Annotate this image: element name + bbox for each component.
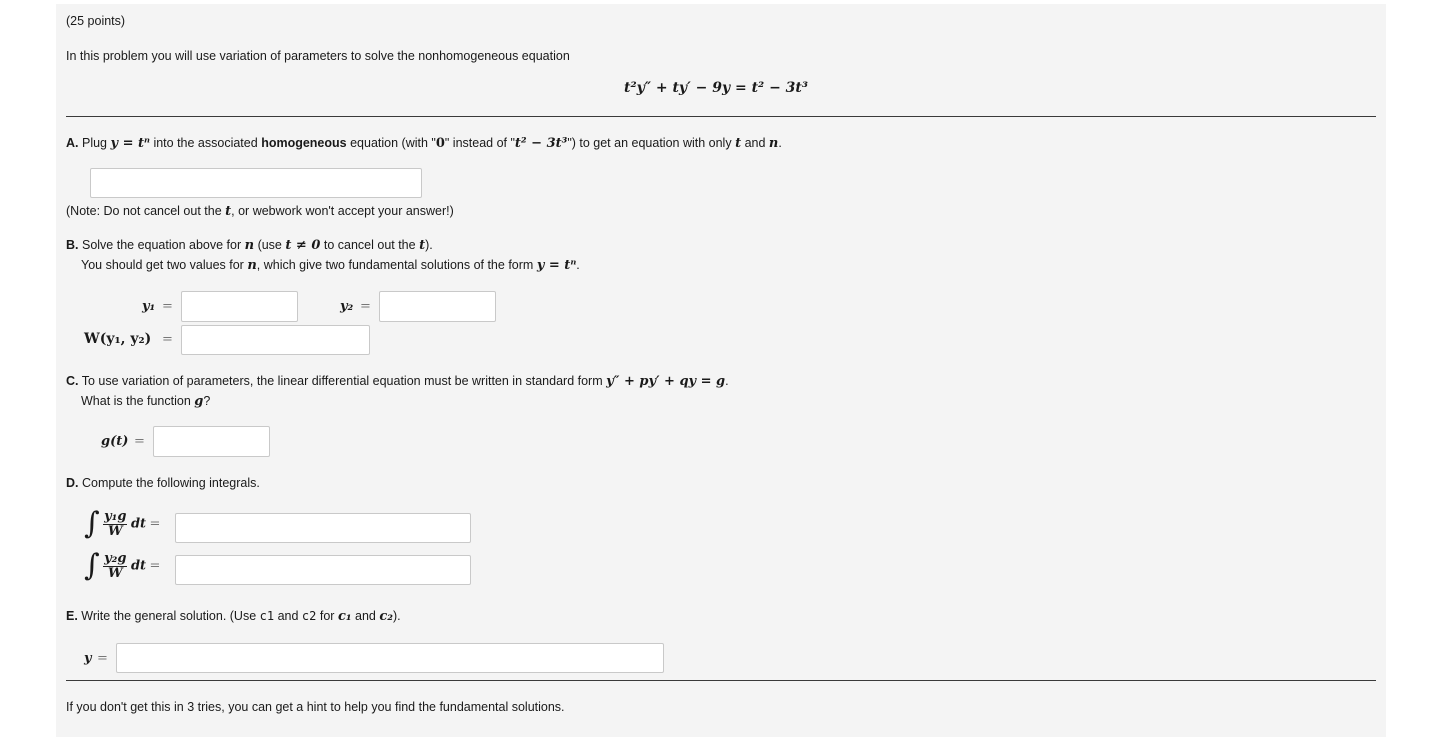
divider-bottom: [66, 680, 1376, 681]
y2-label: y₂: [340, 299, 354, 314]
part-a-text2: into the associated: [153, 136, 258, 150]
y2-equals: =: [360, 299, 371, 314]
part-c-line1-text: To use variation of parameters, the linear differential equation must be written in standard form: [81, 374, 603, 388]
part-c-line1: [66, 374, 729, 389]
general-solution-label: y: [84, 651, 92, 666]
integral-1-fraction: [103, 510, 127, 539]
part-d-label: D.: [66, 476, 79, 490]
part-c-form-end: .: [725, 374, 729, 388]
integral-1: [84, 506, 161, 541]
part-a-zero: 0: [435, 136, 445, 151]
integral-1-numerator: y₁g: [104, 508, 127, 524]
y1-input[interactable]: [181, 291, 298, 322]
part-e-code-c1: c1: [259, 609, 275, 623]
integral-2-equals: =: [149, 558, 161, 574]
integral-1-equals: =: [149, 516, 161, 532]
y1-label: y₁: [142, 299, 156, 314]
part-e-math-c2: c₂: [379, 609, 393, 624]
g-input[interactable]: [153, 426, 270, 457]
integral-1-dt: dt: [130, 516, 147, 532]
part-a-math-substitution: y = tⁿ: [110, 136, 150, 151]
part-c-label: C.: [66, 374, 79, 388]
intro-text: In this problem you will use variation of parameters to solve the nonhomogeneous equation: [66, 49, 570, 63]
part-a-period: .: [778, 136, 782, 150]
part-e-for: for: [319, 609, 335, 623]
part-e-label: E.: [66, 609, 78, 623]
part-a-note-pre: (Note: Do not cancel out the: [66, 204, 222, 218]
g-equals: =: [134, 434, 145, 449]
g-label: g(t): [101, 434, 129, 449]
part-e-end: ).: [392, 609, 401, 623]
integral-2-dt: dt: [130, 558, 147, 574]
integral-2-input[interactable]: [175, 555, 471, 585]
part-a-note-t: t: [225, 204, 232, 219]
wronskian-label: W(y₁, y₂): [84, 331, 152, 347]
part-b-line2-form: y = tⁿ: [536, 258, 577, 273]
part-c-line2-end: ?: [203, 394, 211, 408]
part-e-math-c1: c₁: [337, 609, 352, 624]
part-e-code-c2: c2: [301, 609, 317, 623]
integral-1-sign: ∫: [84, 506, 100, 541]
general-solution-equals: =: [97, 651, 108, 666]
part-a-n: n: [768, 136, 779, 151]
part-b-line1-mid: (use: [257, 238, 282, 252]
y1-equals: =: [162, 299, 173, 314]
part-a-note-post: , or webwork won't accept your answer!): [231, 204, 454, 218]
part-b-line2: [81, 258, 580, 273]
part-b-line1-pre: Solve the equation above for: [81, 238, 242, 252]
part-e-and1: and: [277, 609, 299, 623]
points-label: (25 points): [66, 14, 126, 28]
problem-panel: [56, 4, 1386, 737]
part-a-label: A.: [66, 136, 79, 150]
part-a-rhs: t² − 3t³: [514, 136, 568, 151]
part-b-line1-end: ).: [425, 238, 433, 252]
hint-text: If you don't get this in 3 tries, you can get a hint to help you find the fundamental solutions.: [66, 700, 565, 714]
main-equation: t²y″ + ty′ − 9y = t² − 3t³: [624, 80, 809, 96]
part-a-t: t: [735, 136, 742, 151]
part-b-line1: [66, 238, 433, 253]
part-e-text1: Write the general solution. (Use: [81, 609, 257, 623]
part-a-homogeneous: homogeneous: [261, 136, 347, 150]
part-c-line2: [81, 394, 210, 409]
part-b-line2-pre: You should get two values for: [81, 258, 244, 272]
part-b-line2-mid: , which give two fundamental solutions of the form: [256, 258, 534, 272]
part-c-line2-pre: What is the function: [81, 394, 191, 408]
part-b-line1-t: t: [419, 238, 426, 253]
part-a-and: and: [744, 136, 766, 150]
divider-top: [66, 116, 1376, 117]
part-b-label: B.: [66, 238, 79, 252]
part-c-line2-g: g: [194, 394, 204, 409]
y2-input[interactable]: [379, 291, 496, 322]
part-d-prompt: [66, 476, 260, 490]
part-a-text5: ") to get an equation with only: [567, 136, 732, 150]
part-b-line1-n: n: [244, 238, 255, 253]
part-a-text3: equation (with ": [350, 136, 436, 150]
integral-2-sign: ∫: [84, 548, 100, 583]
integral-2-numerator: y₂g: [104, 550, 127, 566]
part-a-note: [66, 204, 454, 219]
part-e-and2: and: [355, 609, 376, 623]
integral-2-denominator: W: [107, 565, 123, 581]
general-solution-input[interactable]: [116, 643, 664, 673]
part-a-answer-input[interactable]: [90, 168, 422, 198]
integral-2: [84, 548, 161, 583]
part-c-standard-form: y″ + py′ + qy = g: [606, 374, 726, 389]
part-a-text4: " instead of ": [444, 136, 515, 150]
part-b-line1-post: to cancel out the: [323, 238, 416, 252]
part-d-text: Compute the following integrals.: [81, 476, 260, 490]
part-a-prompt: [66, 136, 782, 151]
wronskian-input[interactable]: [181, 325, 370, 355]
integral-1-denominator: W: [107, 523, 123, 539]
part-e-prompt: [66, 609, 401, 624]
part-b-line2-end: .: [576, 258, 580, 272]
integral-2-fraction: [103, 552, 127, 581]
part-b-line2-n: n: [247, 258, 257, 273]
part-a-text1: Plug: [81, 136, 108, 150]
part-b-condition: t ≠ 0: [285, 238, 321, 253]
wronskian-equals: =: [162, 332, 173, 347]
integral-1-input[interactable]: [175, 513, 471, 543]
